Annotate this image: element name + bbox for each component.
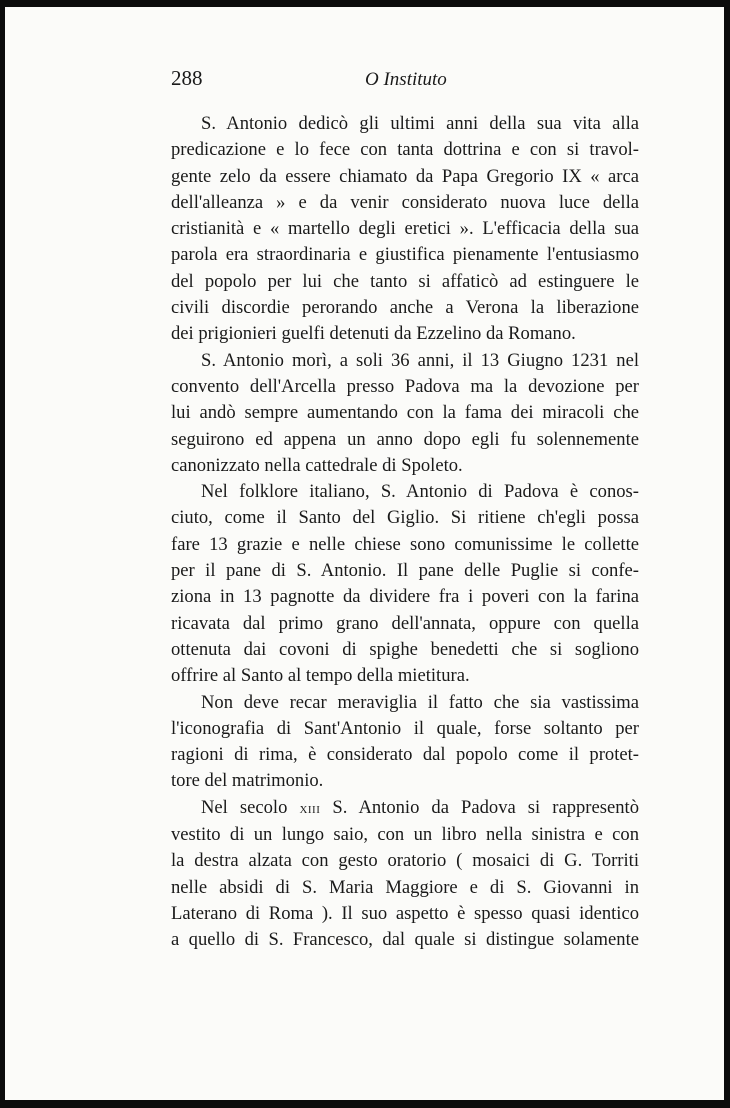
text-line: per il pane di S. Antonio. Il pane delle Puglie si confe- bbox=[171, 560, 639, 582]
body-text bbox=[171, 111, 639, 954]
page-number: 288 bbox=[171, 66, 203, 90]
text-line: S. Antonio morì, a soli 36 anni, il 13 Giugno 1231 nel bbox=[201, 349, 639, 371]
text-line: S. Antonio dedicò gli ultimi anni della sua vita alla bbox=[201, 113, 639, 134]
text-line: canonizzato nella cattedrale di Spoleto. bbox=[171, 454, 463, 476]
paragraph-5 bbox=[171, 795, 639, 954]
text-line: Nel folklore italiano, S. Antonio di Padova è conos- bbox=[201, 481, 639, 503]
text-line: Non deve recar meraviglia il fatto che sia vastissima bbox=[201, 691, 639, 713]
text-line: lui andò sempre aumentando con la fama dei miracoli che bbox=[171, 402, 639, 424]
text-line bbox=[171, 795, 639, 822]
text-line: l'iconografia di Sant'Antonio il quale, forse soltanto per bbox=[171, 717, 639, 739]
page-header bbox=[171, 66, 639, 96]
paragraph-4 bbox=[171, 690, 639, 795]
text-line: vestito di un lungo saio, con un libro nella sinistra e con bbox=[171, 824, 639, 846]
text-line: parola era straordinaria e giustifica pienamente l'entusiasmo bbox=[171, 244, 639, 266]
text-line: ottenuta dai covoni di spighe benedetti che si sogliono bbox=[171, 638, 639, 660]
paragraph-1 bbox=[171, 111, 639, 348]
text-line: nelle absidi di S. Maria Maggiore e di S. Giovanni in bbox=[171, 876, 639, 898]
text-line: fare 13 grazie e nelle chiese sono comunissime le collette bbox=[171, 533, 639, 555]
text-line: dell'alleanza » e da venir considerato nuova luce della bbox=[171, 191, 639, 213]
text-line: a quello di S. Francesco, dal quale si distingue solamente bbox=[171, 929, 639, 951]
text-line: civili discordie perorando anche a Verona la liberazione bbox=[171, 297, 639, 319]
text-line: ciuto, come il Santo del Giglio. Si ritiene ch'egli possa bbox=[171, 507, 639, 529]
running-title: O Instituto bbox=[365, 69, 447, 90]
text-fragment: Nel secolo bbox=[201, 796, 300, 818]
text-line: cristianità e « martello degli eretici ». L'efficacia della sua bbox=[171, 218, 639, 240]
text-line: seguirono ed appena un anno dopo egli fu solennemente bbox=[171, 428, 639, 450]
text-line: dei prigionieri guelfi detenuti da Ezzelino da Romano. bbox=[171, 323, 576, 345]
century-numeral: xiii bbox=[299, 800, 321, 817]
text-line: ziona in 13 pagnotte da dividere fra i poveri con la farina bbox=[171, 586, 639, 608]
text-line: gente zelo da essere chiamato da Papa Gregorio IX « arca bbox=[171, 165, 639, 187]
text-line: del popolo per lui che tanto si affaticò ad estinguere le bbox=[171, 270, 639, 292]
text-line: Laterano di Roma ). Il suo aspetto è spesso quasi identico bbox=[171, 902, 639, 924]
text-line: ragioni di rima, è considerato dal popolo come il protet- bbox=[171, 744, 639, 766]
text-line: tore del matrimonio. bbox=[171, 770, 324, 792]
text-line: offrire al Santo al tempo della mietitura. bbox=[171, 665, 470, 687]
text-line: predicazione e lo fece con tanta dottrina e con si travol- bbox=[171, 139, 639, 161]
text-line: ricavata dal primo grano dell'annata, oppure con quella bbox=[171, 612, 639, 634]
text-fragment: S. Antonio da Padova si rappresentò bbox=[320, 796, 639, 818]
text-line: la destra alzata con gesto oratorio ( mosaici di G. Torriti bbox=[171, 850, 639, 872]
paragraph-3 bbox=[171, 479, 639, 689]
text-line: convento dell'Arcella presso Padova ma la devozione per bbox=[171, 375, 639, 397]
paragraph-2 bbox=[171, 348, 639, 479]
